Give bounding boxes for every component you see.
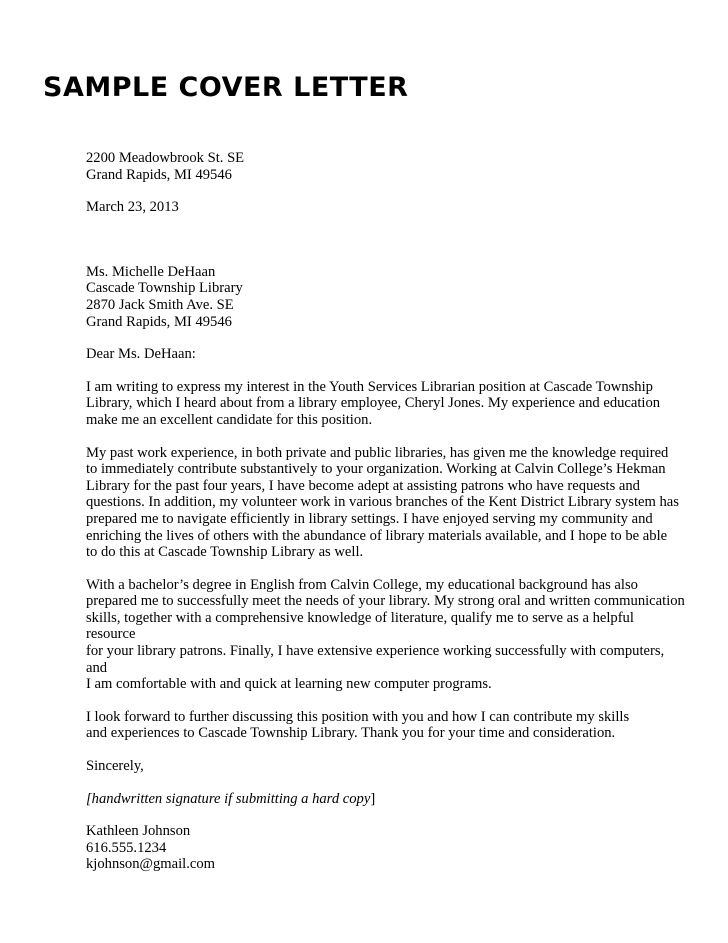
- closing: Sincerely,: [86, 758, 144, 775]
- paragraph-line: for your library patrons. Finally, I have extensive experience working successfully with computers, and: [86, 643, 665, 676]
- recipient-name: Ms. Michelle DeHaan: [86, 263, 216, 280]
- body-paragraph-2: [86, 445, 686, 561]
- salutation: Dear Ms. DeHaan:: [86, 346, 196, 363]
- body-paragraph-1: [86, 379, 686, 429]
- sender-city: Grand Rapids, MI 49546: [86, 166, 232, 183]
- signoff-email: kjohnson@gmail.com: [86, 856, 215, 873]
- signature-note-bracket: ]: [370, 790, 376, 807]
- letter-body: [86, 150, 686, 873]
- body-paragraph-4: [86, 709, 686, 742]
- paragraph-line: With a bachelor’s degree in English from Calvin College, my educational background has also: [86, 576, 638, 593]
- signoff-block: [86, 823, 686, 873]
- paragraph-line: I look forward to further discussing this position with you and how I can contribute my skills: [86, 708, 630, 725]
- paragraph-line: to immediately contribute substantively to your organization. Working at Calvin College’s Hekman: [86, 461, 666, 478]
- signature-note-text: [handwritten signature if submitting a hard copy: [86, 790, 371, 807]
- signoff-phone: 616.555.1234: [86, 839, 167, 856]
- recipient-address: [86, 264, 686, 330]
- document-title: SAMPLE COVER LETTER: [43, 72, 409, 103]
- letter-date: March 23, 2013: [86, 199, 179, 216]
- body-paragraph-3: [86, 577, 686, 693]
- paragraph-line: questions. In addition, my volunteer work in various branches of the Kent District Library system has: [86, 494, 679, 511]
- paragraph-line: prepared me to successfully meet the needs of your library. My strong oral and written communication: [86, 593, 685, 610]
- sender-address: [86, 150, 686, 183]
- paragraph-line: I am writing to express my interest in the Youth Services Librarian position at Cascade Township: [86, 378, 653, 395]
- paragraph-line: Library for the past four years, I have become adept at assisting patrons who have requests and: [86, 477, 640, 494]
- paragraph-line: I am comfortable with and quick at learning new computer programs.: [86, 676, 492, 693]
- paragraph-line: and experiences to Cascade Township Library. Thank you for your time and consideration.: [86, 725, 616, 742]
- paragraph-line: enriching the lives of others with the abundance of library materials available, and I hope to be able: [86, 527, 668, 544]
- recipient-org: Cascade Township Library: [86, 280, 243, 297]
- paragraph-line: prepared me to navigate efficiently in library settings. I have enjoyed serving my community and: [86, 510, 653, 527]
- paragraph-line: My past work experience, in both private and public libraries, has given me the knowledge required: [86, 444, 669, 461]
- sender-street: 2200 Meadowbrook St. SE: [86, 150, 245, 166]
- signoff-name: Kathleen Johnson: [86, 823, 191, 840]
- paragraph-line: skills, together with a comprehensive knowledge of literature, qualify me to serve as a helpful resource: [86, 609, 634, 643]
- paragraph-line: make me an excellent candidate for this position.: [86, 411, 373, 428]
- signature-note: [86, 791, 686, 808]
- paragraph-line: Library, which I heard about from a library employee, Cheryl Jones. My experience and education: [86, 395, 661, 412]
- recipient-street: 2870 Jack Smith Ave. SE: [86, 296, 234, 313]
- recipient-city: Grand Rapids, MI 49546: [86, 313, 232, 330]
- paragraph-line: to do this at Cascade Township Library as well.: [86, 544, 364, 561]
